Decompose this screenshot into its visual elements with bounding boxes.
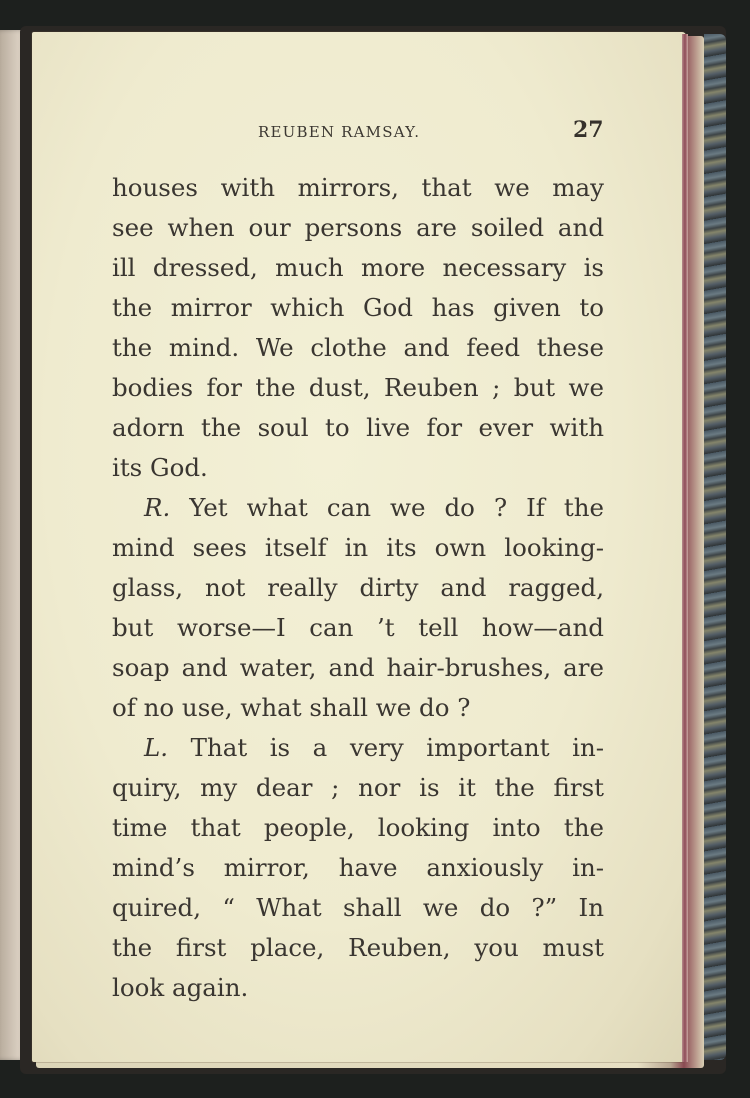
line-text: quired, “ What shall we do ?” In bbox=[112, 893, 604, 922]
text-line bbox=[112, 568, 604, 608]
page-number: 27 bbox=[573, 117, 604, 143]
text-line bbox=[112, 288, 604, 328]
text-line bbox=[112, 528, 604, 568]
line-text: of no use, what shall we do ? bbox=[112, 693, 471, 722]
line-text: quiry, my dear ; nor is it the first bbox=[112, 773, 604, 802]
line-text: houses with mirrors, that we may bbox=[112, 173, 604, 202]
speaker-label: R. bbox=[144, 493, 171, 522]
body-text bbox=[112, 168, 604, 1008]
line-text: mind sees itself in its own looking- bbox=[112, 533, 604, 562]
text-line bbox=[112, 648, 604, 688]
line-text: but worse—I can ’t tell how—and bbox=[112, 613, 604, 642]
text-line bbox=[112, 728, 604, 768]
text-line bbox=[112, 848, 604, 888]
line-text: see when our persons are soiled and bbox=[112, 213, 604, 242]
text-line bbox=[112, 968, 604, 1008]
text-line bbox=[112, 448, 604, 488]
marbled-edge bbox=[704, 34, 726, 1060]
line-text: adorn the soul to live for ever with bbox=[112, 413, 604, 442]
text-line bbox=[112, 208, 604, 248]
text-line bbox=[112, 488, 604, 528]
text-line bbox=[112, 608, 604, 648]
line-text: time that people, looking into the bbox=[112, 813, 604, 842]
line-text: That is a very important in- bbox=[168, 733, 604, 762]
line-text: its God. bbox=[112, 453, 208, 482]
page-fore-edge bbox=[682, 34, 688, 1062]
text-line bbox=[112, 768, 604, 808]
line-text: the mirror which God has given to bbox=[112, 293, 604, 322]
text-line bbox=[112, 368, 604, 408]
text-line bbox=[112, 408, 604, 448]
text-line bbox=[112, 328, 604, 368]
line-text: bodies for the dust, Reuben ; but we bbox=[112, 373, 604, 402]
line-text: the mind. We clothe and feed these bbox=[112, 333, 604, 362]
line-text: look again. bbox=[112, 973, 249, 1002]
line-text: glass, not really dirty and ragged, bbox=[112, 573, 604, 602]
text-line bbox=[112, 688, 604, 728]
book-page bbox=[32, 32, 686, 1062]
text-line bbox=[112, 248, 604, 288]
text-line bbox=[112, 928, 604, 968]
text-line bbox=[112, 808, 604, 848]
text-line bbox=[112, 888, 604, 928]
speaker-label: L. bbox=[144, 733, 169, 762]
running-title: REUBEN RAMSAY. bbox=[258, 123, 421, 141]
line-text: soap and water, and hair-brushes, are bbox=[112, 653, 604, 682]
text-line bbox=[112, 168, 604, 208]
page-header bbox=[32, 117, 686, 144]
line-text: Yet what can we do ? If the bbox=[170, 493, 604, 522]
line-text: the first place, Reuben, you must bbox=[112, 933, 604, 962]
line-text: mind’s mirror, have anxiously in- bbox=[112, 853, 604, 882]
line-text: ill dressed, much more necessary is bbox=[112, 253, 604, 282]
